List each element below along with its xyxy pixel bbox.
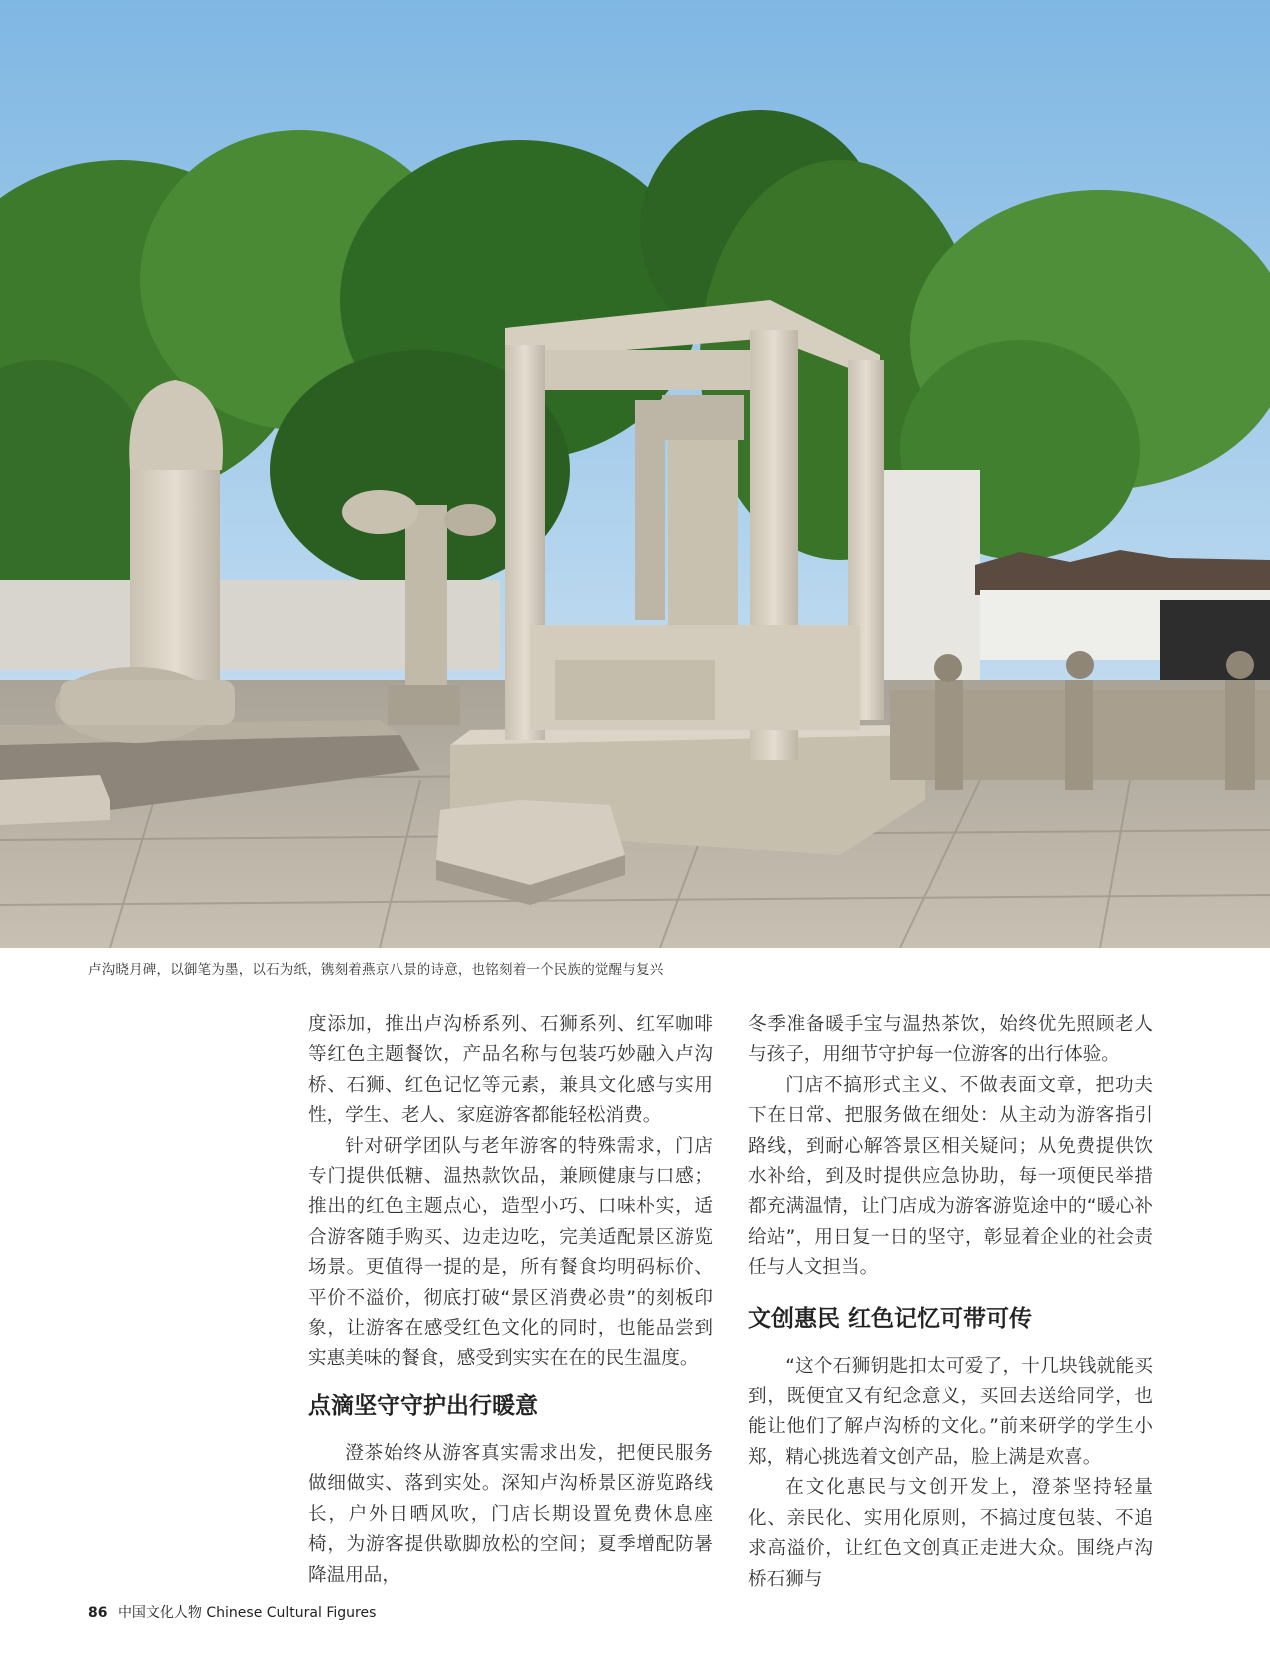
section-heading: 文创惠民 红色记忆可带可传 [748, 1305, 1033, 1332]
page-footer [88, 1602, 376, 1622]
page-number: 86 [88, 1605, 108, 1621]
paragraph: 门店不搞形式主义、不做表面文章，把功夫下在日常、把服务做在细处：从主动为游客指引路线，到耐心解答景区相关疑问；从免费提供饮水补给，到及时提供应急协助，每一项便民举措都充满温情，让门店成为游客游览途中的“暖心补给站”，用日复一日的坚守，彰显着企业的社会责任与人文担当。 [748, 1074, 1153, 1279]
photo-caption: 卢沟晓月碑，以御笔为墨，以石为纸，镌刻着燕京八景的诗意，也铭刻着一个民族的觉醒与复兴 [88, 962, 664, 978]
paragraph: 澄茶始终从游客真实需求出发，把便民服务做细做实、落到实处。深知卢沟桥景区游览路线长，户外日晒风吹，门店长期设置免费休息座椅，为游客提供歇脚放松的空间；夏季增配防暑降温用品， [308, 1442, 713, 1586]
article-column-right [748, 1010, 1153, 1595]
paragraph: “这个石狮钥匙扣太可爱了，十几块钱就能买到，既便宜又有纪念意义，买回去送给同学，也能让他们了解卢沟桥的文化。”前来研学的学生小郑，精心挑选着文创产品，脸上满是欢喜。 [748, 1355, 1153, 1468]
section-heading: 点滴坚守守护出行暖意 [308, 1392, 538, 1419]
paragraph: 冬季准备暖手宝与温热茶饮，始终优先照顾老人与孩子，用细节守护每一位游客的出行体验。 [748, 1014, 1153, 1066]
paragraph: 针对研学团队与老年游客的特殊需求，门店专门提供低糖、温热款饮品，兼顾健康与口感；推出的红色主题点心，造型小巧、口味朴实，适合游客随手购买、边走边吃，完美适配景区游览场景。更值得一提的是，所有餐食均明码标价、平价不溢价，彻底打破“景区消费必贵”的刻板印象，让游客在感受红色文化的同时，也能品尝到实惠美味的餐食，感受到实实在在的民生温度。 [308, 1135, 713, 1370]
magazine-title: 中国文化人物 Chinese Cultural Figures [117, 1605, 377, 1621]
article-column-left [308, 1010, 713, 1591]
paragraph: 度添加，推出卢沟桥系列、石狮系列、红军咖啡等红色主题餐饮，产品名称与包装巧妙融入卢沟桥、石狮、红色记忆等元素，兼具文化感与实用性，学生、老人、家庭游客都能轻松消费。 [308, 1014, 713, 1127]
paragraph: 在文化惠民与文创开发上，澄茶坚持轻量化、亲民化、实用化原则，不搞过度包装、不追求高溢价，让红色文创真正走进大众。围绕卢沟桥石狮与 [748, 1477, 1153, 1590]
